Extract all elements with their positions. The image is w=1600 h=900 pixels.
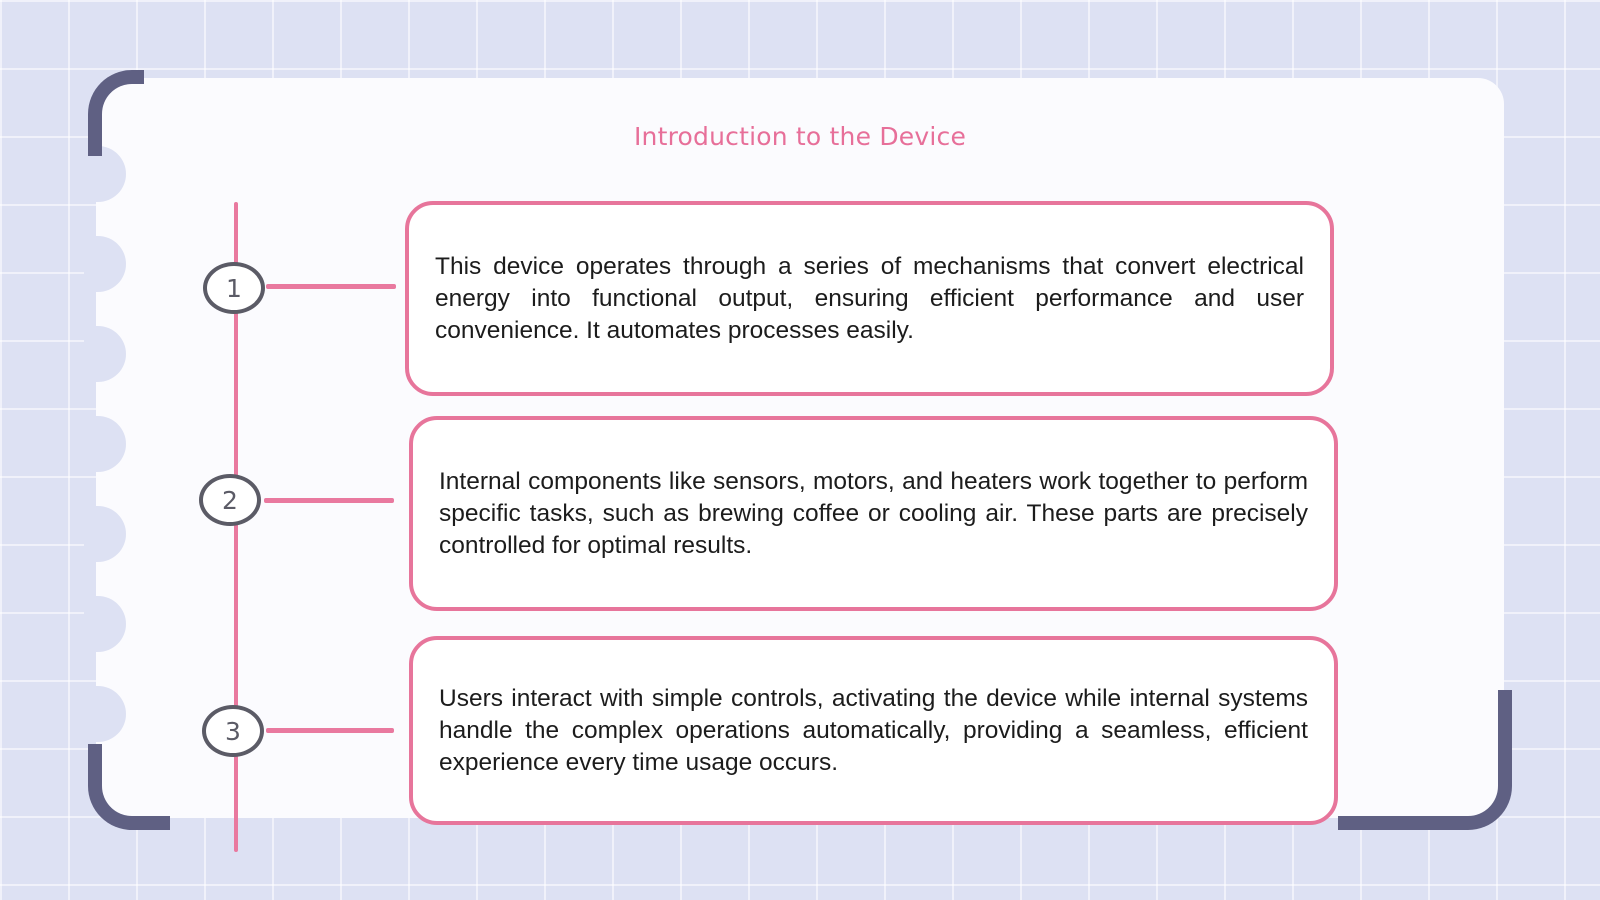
step-number-3: 3 bbox=[202, 705, 264, 757]
step-connector-2 bbox=[264, 498, 394, 503]
step-connector-1 bbox=[266, 284, 396, 289]
step-text-1: This device operates through a series of mechanisms that convert electrical energy into functional output, ensuring efficient performance and user convenience. It automates processes easily. bbox=[435, 252, 1304, 344]
step-box-2 bbox=[409, 416, 1338, 611]
step-number-2: 2 bbox=[199, 474, 261, 526]
slide-title: Introduction to the Device bbox=[633, 122, 967, 151]
step-box-3 bbox=[409, 636, 1338, 825]
corner-bracket-bottom-left bbox=[88, 744, 170, 830]
step-box-1 bbox=[405, 201, 1334, 396]
step-number-1: 1 bbox=[203, 262, 265, 314]
step-text-2: Internal components like sensors, motors, and heaters work together to perform specific tasks, such as brewing coffee or cooling air. These parts are precisely controlled for optimal results. bbox=[439, 467, 1308, 559]
step-connector-3 bbox=[266, 728, 394, 733]
corner-bracket-bottom-right bbox=[1338, 690, 1512, 830]
step-text-3: Users interact with simple controls, activating the device while internal systems handle the complex operations automatically, providing a seamless, efficient experience every time usage occurs. bbox=[439, 684, 1308, 776]
